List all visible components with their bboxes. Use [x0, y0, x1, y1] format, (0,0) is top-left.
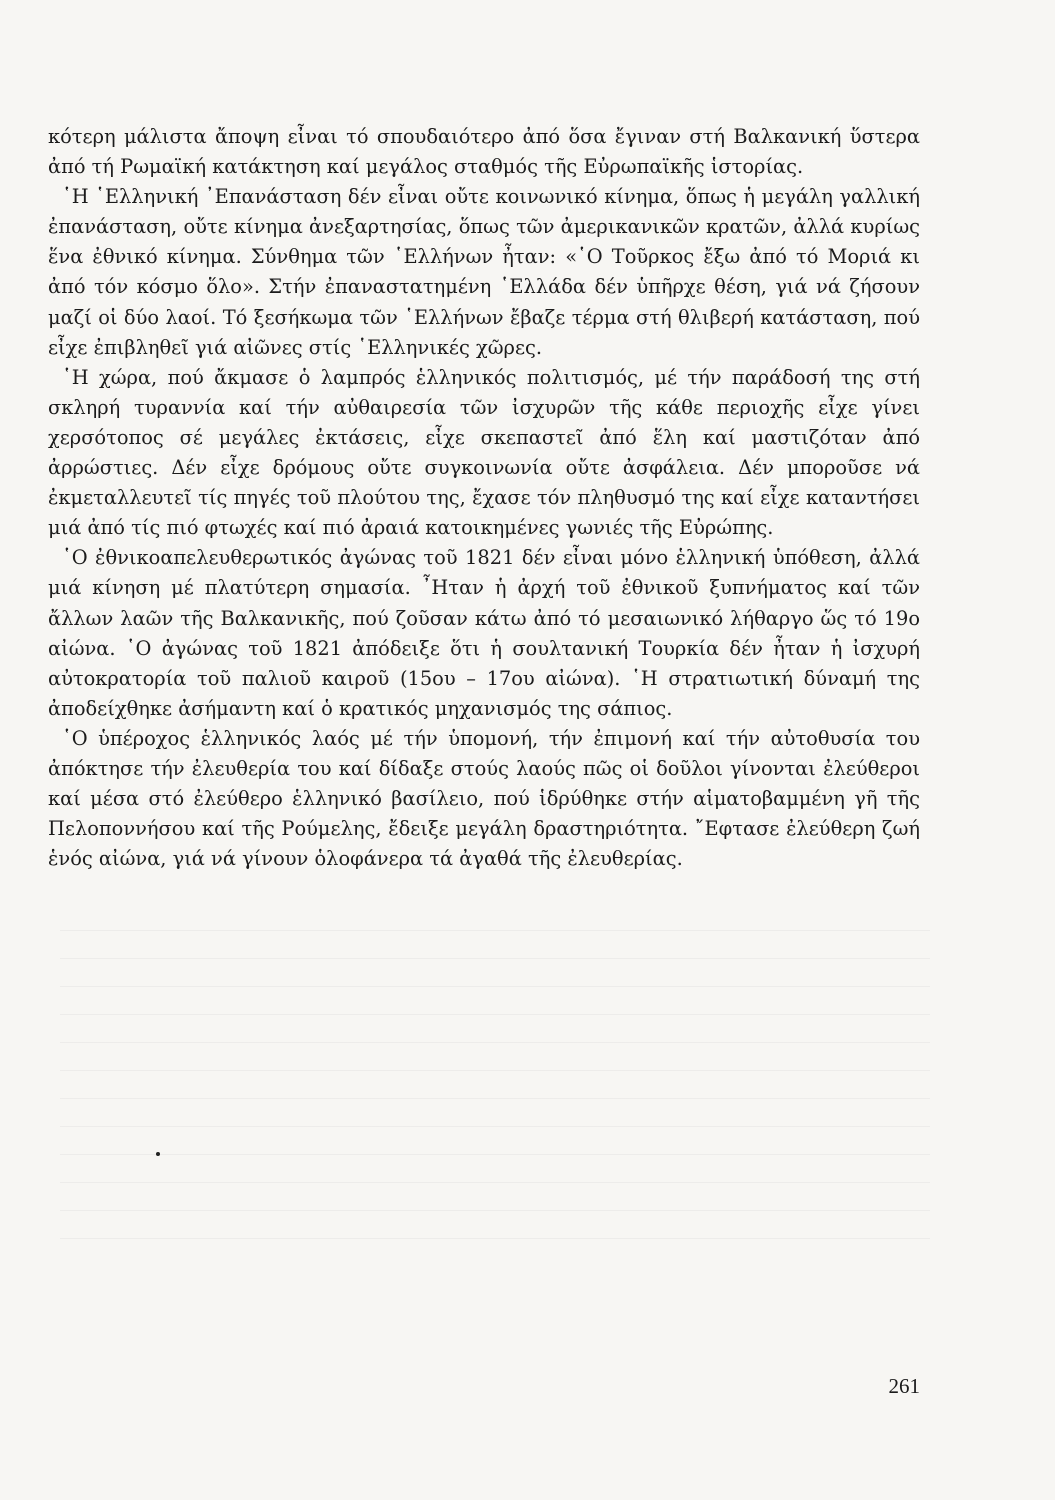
- paragraph-revolution-nature: ῾Η ῾Ελληνική ᾿Επανάσταση δέν εἶναι οὔτε κοινωνικό κίνημα, ὅπως ἡ μεγάλη γαλλική ἐπανάσταση, οὔτε κίνημα ἀνεξαρτησίας, ὅπως τῶν ἀμερικανικῶν κρατῶν, ἀλλά κυρίως ἕνα ἐθνικό κίνημα. Σύνθημα τῶν ῾Ελλήνων ἦταν: «῾Ο Τοῦρκος ἔξω ἀπό τό Μοριά κι ἀπό τόν κόσμο ὅλο». Στήν ἐπαναστατημένη ῾Ελλάδα δέν ὑπῆρχε θέση, γιά νά ζήσουν μαζί οἱ δύο λαοί. Τό ξεσήκωμα τῶν ῾Ελλήνων ἔβαζε τέρμα στή θλιβερή κατάσταση, πού εἶχε ἐπιβληθεῖ γιά αἰῶνες στίς ῾Ελληνικές χῶρες.: [48, 185, 920, 359]
- paragraph-country-condition: ῾Η χώρα, πού ἄκμασε ὁ λαμπρός ἑλληνικός πολιτισμός, μέ τήν παράδοσή της στή σκληρή τυραννία καί τήν αὐθαιρεσία τῶν ἰσχυρῶν τῆς κάθε περιοχῆς εἶχε γίνει χερσότοπος σέ μεγάλες ἐκτάσεις, εἶχε σκεπαστεῖ ἀπό ἕλη καί μαστιζόταν ἀπό ἀρρώστιες. Δέν εἶχε δρόμους οὔτε συγκοινωνία οὔτε ἀσφάλεια. Δέν μποροῦσε νά ἐκμεταλλευτεῖ τίς πηγές τοῦ πλούτου της, ἔχασε τόν πληθυσμό της καί εἶχε καταντήσει μιά ἀπό τίς πιό φτωχές καί πιό ἀραιά κατοικημένες γωνιές τῆς Εὐρώπης.: [48, 365, 920, 540]
- show-through-text: [60, 930, 930, 1260]
- paragraph-continuation: κότερη μάλιστα ἄποψη εἶναι τό σπουδαιότερο ἀπό ὅσα ἔγιναν στή Βαλκανική ὕστερα ἀπό τή Ρωμαϊκή κατάκτηση καί μεγάλος σταθμός τῆς Εὐρωπαϊκῆς ἱστορίας.: [48, 125, 920, 179]
- body-text: [48, 122, 920, 874]
- paragraph-struggle-1821: ῾Ο ἐθνικοαπελευθερωτικός ἀγώνας τοῦ 1821 δέν εἶναι μόνο ἑλληνική ὑπόθεση, ἀλλά μιά κίνηση μέ πλατύτερη σημασία. ῏Ηταν ἡ ἀρχή τοῦ ἐθνικοῦ ξυπνήματος καί τῶν ἄλλων λαῶν τῆς Βαλκανικῆς, πού ζοῦσαν κάτω ἀπό τό μεσαιωνικό λήθαργο ὥς τό 19ο αἰώνα. ῾Ο ἀγώνας τοῦ 1821 ἀπόδειξε ὅτι ἡ σουλτανική Τουρκία δέν ἦταν ἡ ἰσχυρή αὐτοκρατορία τοῦ παλιοῦ καιροῦ (15ου – 17ου αἰώνα). ῾Η στρατιωτική δύναμή της ἀποδείχθηκε ἀσήμαντη καί ὁ κρατικός μηχανισμός της σάπιος.: [48, 546, 920, 720]
- page-number: 261: [888, 1374, 920, 1398]
- paragraph-greek-people: ῾Ο ὑπέροχος ἑλληνικός λαός μέ τήν ὑπομονή, τήν ἐπιμονή καί τήν αὐτοθυσία του ἀπόκτησε τήν ἐλευθερία του καί δίδαξε στούς λαούς πῶς οἱ δοῦλοι γίνονται ἐλεύθεροι καί μέσα στό ἐλεύθερο ἑλληνικό βασίλειο, πού ἱδρύθηκε στήν αἱματοβαμμένη γῆ τῆς Πελοποννήσου καί τῆς Ρούμελης, ἔδειξε μεγάλη δραστηριότητα. ῎Εφτασε ἐλεύθερη ζωή ἑνός αἰώνα, γιά νά γίνουν ὁλοφάνερα τά ἀγαθά τῆς ἐλευθερίας.: [48, 726, 920, 871]
- stray-mark: [156, 1152, 160, 1156]
